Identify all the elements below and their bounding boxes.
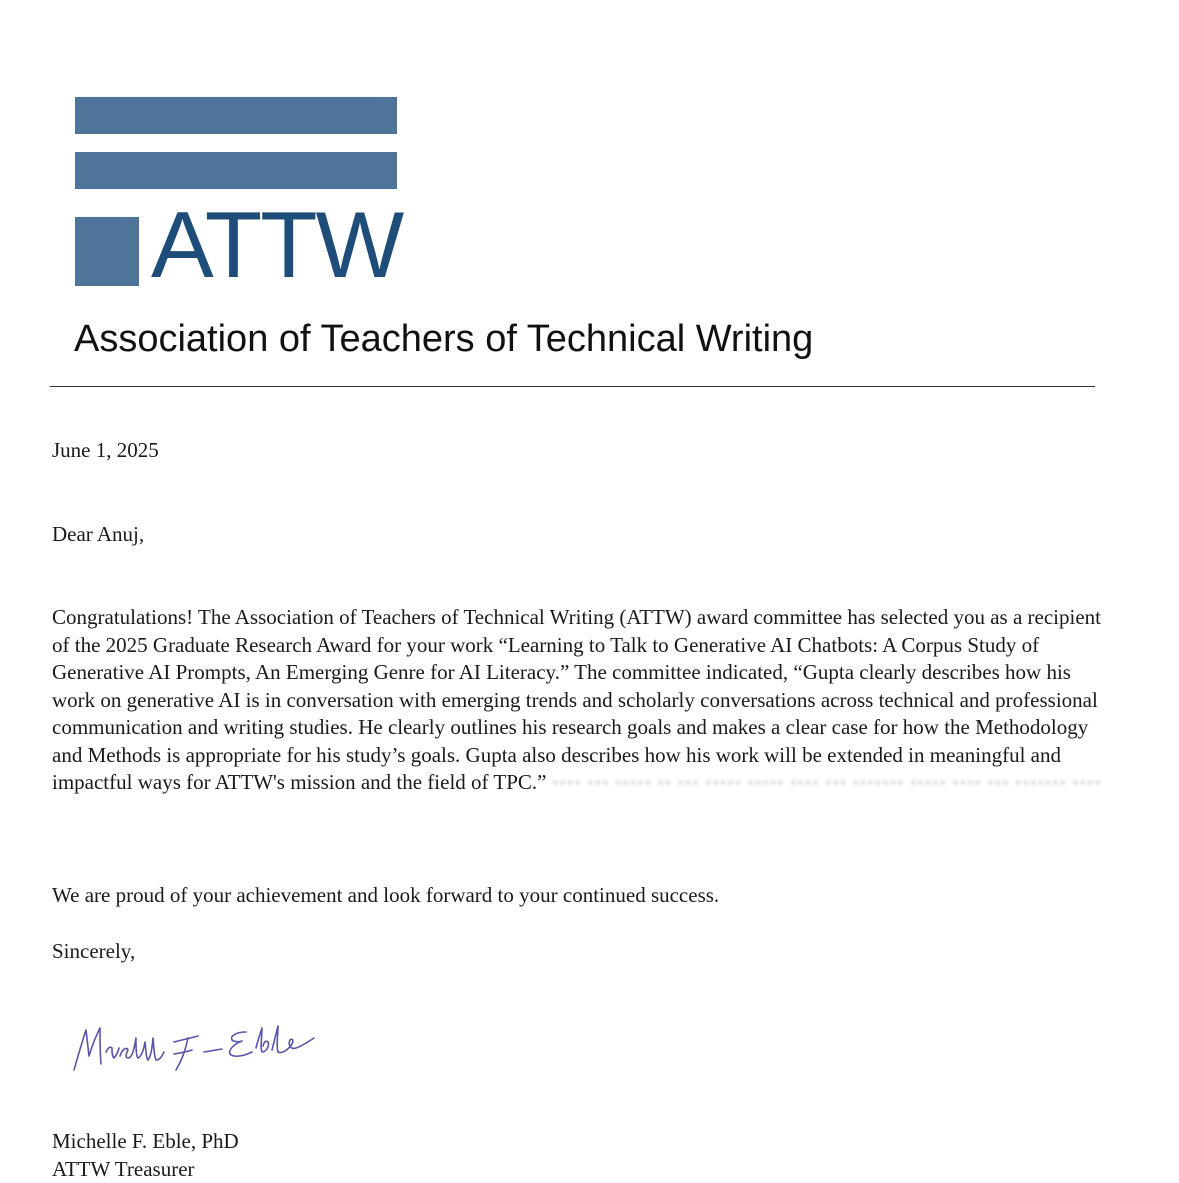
signer-title: ATTW Treasurer xyxy=(52,1157,195,1181)
letterhead-divider xyxy=(50,386,1095,387)
attw-logo xyxy=(75,97,403,297)
organization-name: Association of Teachers of Technical Writing xyxy=(74,318,814,360)
closing-line: We are proud of your achievement and look forward to your continued success. xyxy=(52,883,720,907)
letter-body xyxy=(52,604,1117,797)
signer-name: Michelle F. Eble, PhD xyxy=(52,1129,239,1153)
signoff: Sincerely, xyxy=(52,939,136,963)
logo-bar-middle xyxy=(75,152,397,189)
salutation: Dear Anuj, xyxy=(52,522,145,546)
logo-square xyxy=(75,217,139,286)
letter-body-text: Congratulations! The Association of Teachers of Technical Writing (ATTW) award committee has selected you as a recipient of the 2025 Graduate Research Award for your work “Learning to Talk to Generative AI Chatbots: A Corpus Study of Generative AI Prompts, An Emerging Genre for AI Literacy.” The committee indicated, “Gupta clearly describes how his work on generative AI is in conversation with emerging trends and scholarly conversations across technical and professional communication and writing studies. He clearly outlines his research goals and makes a clear case for how the Methodology and Methods is appropriate for his study’s goals. Gupta also describes how his work will be extended in meaningful and impactful ways for ATTW's mission and the field of TPC.” xyxy=(52,605,1101,794)
logo-wordmark: ATTW xyxy=(151,192,403,297)
redacted-text: ▪▪▪▪ ▪▪▪ ▪▪▪▪▪ ▪▪ ▪▪▪ ▪▪▪▪▪ ▪▪▪▪▪ ▪▪▪▪ ▪▪▪ ▪▪▪▪▪▪▪ ▪▪▪▪▪ ▪▪▪▪ ▪▪▪ ▪▪▪▪▪▪▪ ▪▪▪▪ xyxy=(546,770,1102,794)
letter-date: June 1, 2025 xyxy=(52,438,159,462)
handwritten-signature xyxy=(70,1008,330,1080)
logo-bar-top xyxy=(75,97,397,134)
signature-strokes xyxy=(74,1026,314,1070)
